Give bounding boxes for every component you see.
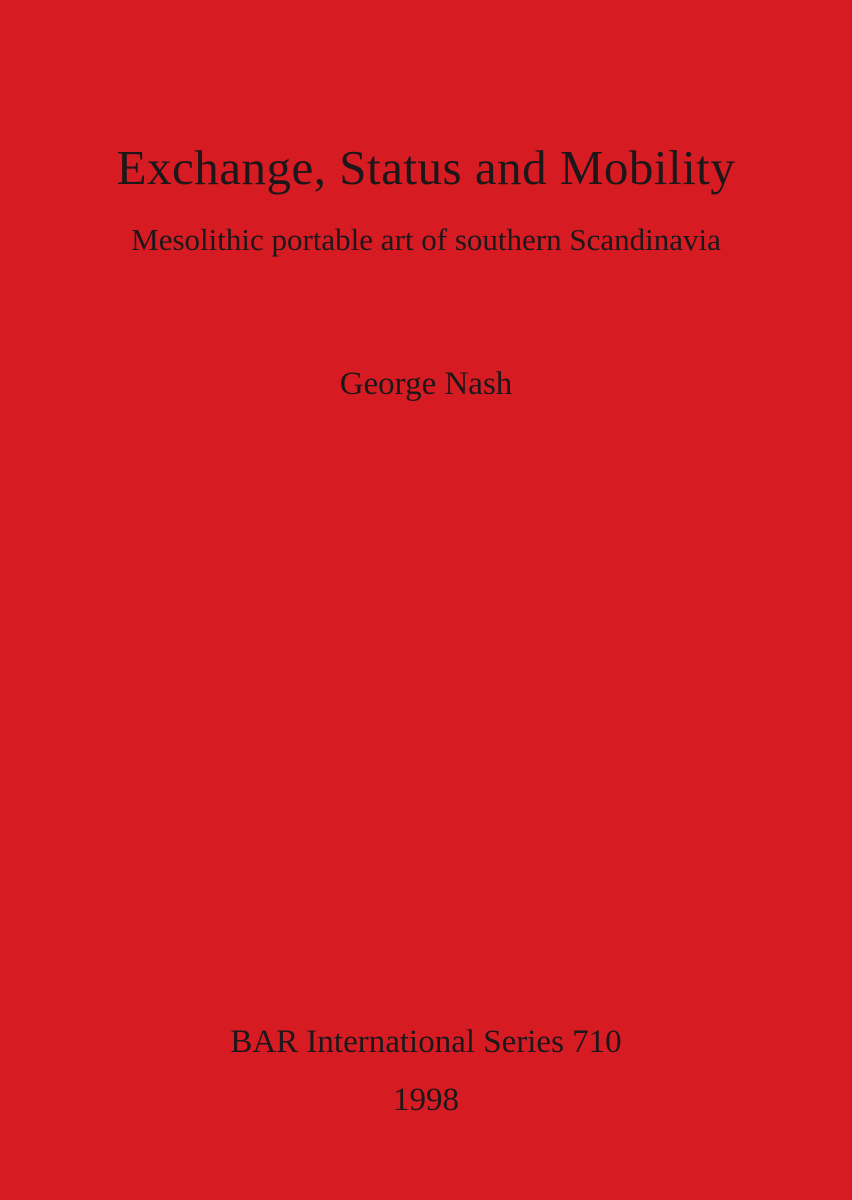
publication-year: 1998 [393,1082,459,1118]
author-name: George Nash [339,366,513,402]
book-subtitle: Mesolithic portable art of southern Scandinavia [131,222,721,257]
series-title: BAR International Series 710 [230,1024,622,1060]
book-title: Exchange, Status and Mobility [116,140,736,195]
